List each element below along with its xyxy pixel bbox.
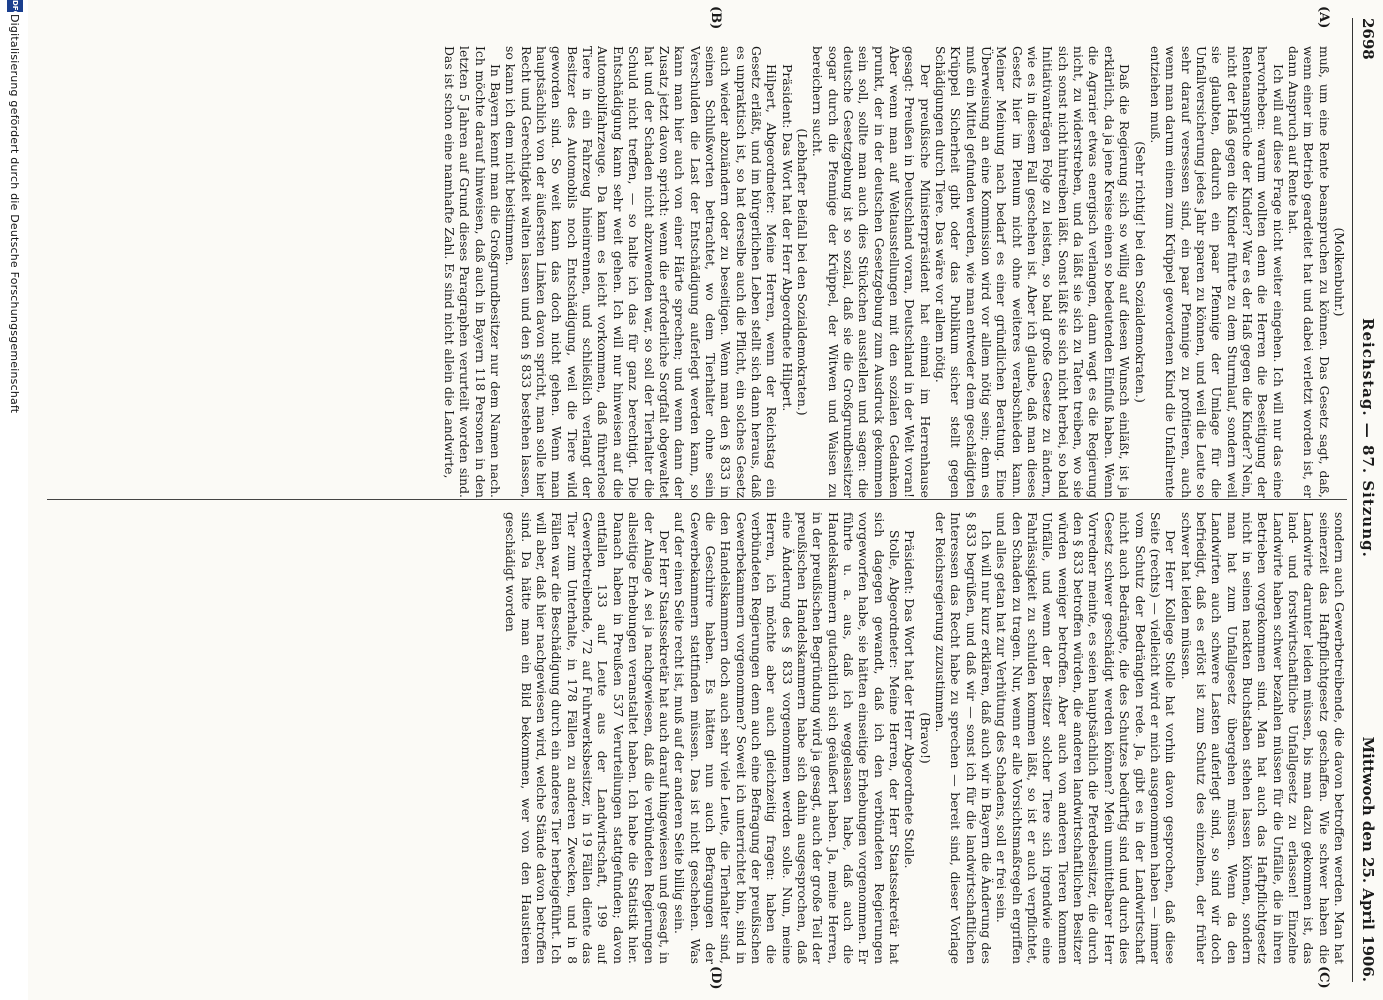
margin-marker-d: (D) [708,966,723,990]
running-title: Reichstag. — 87. Sitzung. [1359,318,1377,558]
margin-marker-b: (B) [708,6,723,30]
president-line: Präsident: Das Wort hat der Herr Abgeordnete Hilpert. [779,64,795,412]
paragraph: Hilpert, Abgeordneter: Meine Herren, wenn der Reichstag ein Gesetz erläßt, und im bürgerlichen Leben stellt sich dann heraus, daß es unpraktisch ist, so hat derselbe auch die Pflicht, ein solches Gesetz auch wieder abzuändern oder zu beseitigen. Wenn man den § 833 in seinen Schlußworten betrachtet, wo dem Tierhalter ohne sein Verschulden die Last der Entschädigung auferlegt werden kann, so kann man hier auch von einer Härte sprechen; und wenn dann der Zusatz jetzt davon spricht: wenn die erforderliche Sorgfalt obgewaltet hat und der Schaden nicht abzuwenden war, so soll der Tierhalter die Schuld nicht treffen, — so halte ich das für ganz berechtigt. Die Entschädigung kann sehr weit gehen. Ich will nur hinweisen auf die Automobilfahrzeuge. Da kann es leicht vorkommen, daß führerlose Tiere in ein Fahrzeug hineinrennen, und schließlich verlangt der Besitzer des Automobils noch Entschädigung, weil die Tiere wild geworden sind. So weit kann das doch nicht gehen. Wenn man hauptsächlich von der äußersten Linken davon spricht, man solle hier Recht und Gerechtigkeit walten lassen und den § 833 bestehen lassen, so kann ich dem nicht beistimmen. [503,46,780,498]
session-date: Mittwoch den 25. April 1906. [1359,736,1377,982]
president-line: Präsident: Das Wort hat der Herr Abgeordnete Stolle. [902,530,918,869]
interjection: (Lebhafter Beifall bei den Sozialdemokraten.) [794,128,810,416]
paragraph: sondern auch Gewerbetreibende, die davon betroffen werden. Man hat seinerzeit das Haftpflichtgesetz geschaffen. Wie schwer haben die Landwirte darunter leiden müssen, bis man dazu gekommen ist, das land- und forstwirtschaftliche Unfallgesetz zu erlassen! Einzelne Landwirte haben schwer bezahlen müssen für die Unfälle, die in ihren Betrieben vorgekommen sind. Man hat auch das Haftpflichtgesetz nicht in seinen nackten Buchstaben stehen lassen können, sondern man hat zum Unfallgesetz übergehen müssen. Wenn da den Landwirten auch schwere Lasten auferlegt sind, so sind wir doch befriedigt, daß es erlöst ist zum Schutz des einzelnen, der früher schwer hat leiden müssen. [1178,512,1347,964]
paragraph: muß, um eine Rente beanspruchen zu können. Das Gesetz sagt, daß, wenn einer im Betrieb geardeitet hat und dabei verletzt worden ist, er dann Anspruch auf Rente hat. [1285,46,1332,498]
paragraph: Ich will nur kurz erklären, daß auch wir in Bayern die Änderung des § 833 begrüßen, und daß wir — sonst ich für die landwirtschaftlichen Interessen das Recht habe zu sprechen — bereit sind, dieser Vorlage der Reichsregierung zuzustimmen. [933,512,995,964]
right-text-column [47,512,1347,964]
interjection: (Bravo!) [917,712,933,764]
margin-marker-c: (C) [1316,966,1331,989]
paragraph: In Bayern kennt man die Großgrundbesitzer nur dem Namen nach. Ich möchte darauf hinweisen, daß auch in Bayern 118 Personen in den letzten 5 Jahren auf Grund dieses Paragraphen verurteilt worden sind. Das ist schon eine namhafte Zahl. Es sind nicht allein die Landwirte, [442,46,504,498]
paragraph: Der Herr Staatssekretär hat auch darauf hingewiesen und gesagt, in der Anlage A sei ja nachgewiesen, daß die verbündeten Regierungen allseitige Erhebungen veranstaltet haben. Ich habe die Statistik hier. Danach haben in Preußen 537 Verurteilungen stattgefunden; davon entfallen 133 auf Leute aus der Landwirtschaft, 199 auf Gewerbetreibende, 72 auf Fuhrwerksbesitzer, in 19 Fällen diente das Tier zum Unterhalte, in 178 Fällen zu anderen Zwecken, und in 8 Fällen war die Beschädigung durch ein anderes Tier herbeigeführt. Ich will aber, daß hier nachgewiesen wird, welche Stände davon betroffen sind. Da hätte man ein Bild bekommen, wer von den Haustieren geschädigt worden [503,512,672,964]
left-text-column [47,46,1347,498]
digitization-credit: Digitalisierung gefördert durch die Deutsche Forschungsgemeinschaft [8,14,21,414]
paragraph: Der preußische Ministerpräsident hat einmal im Herrenhause gesagt: Preußen in Deutschland voran, Deutschland in der Welt voran! Aber wenn man auf Weltausstellungen mit den sozialen Gedanken prunkt, der in der deutschen Gesetzgebung zum Ausdruck gekommen sein soll, sollte man auch dies Stückchen ausstellen und sagen: die deutsche Gesetzgebung ist so sozial, daß sie die Großgrundbesitzer sogar durch die Pfennige der Krüppel, der Witwen und Waisen zu bereichern sucht. [810,46,933,498]
page-header [1355,18,1377,982]
page-number: 2698 [1359,18,1377,60]
speaker-continuation: (Molkenbuhr.) [1332,227,1347,317]
header-rule [1352,18,1353,982]
paragraph: Der Herr Kollege Stolle hat vorhin davon gesprochen, daß diese Seite (rechts) — vielleicht wird er mich ausgenommen haben — immer vom Schutz der Bedrängten rede. Ja, gibt es in der Landwirtschaft nicht auch Bedrängte, die des Schutzes bedürftig sind und durch dies Gesetz schwer geschädigt werden können? Mein unmittelbarer Herr Vorredner meinte, es seien hauptsächlich die Pferdebesitzer, die durch den § 833 betroffen würden, die anderen landwirtschaftlichen Besitzer würden weniger betroffen. Aber auch von anderen Tieren kommen Unfälle, und wenn der Besitzer solcher Tiere sich irgendwie eine Fahrlässigkeit zu schulden kommen läßt, so ist er auch verpflichtet, den Schaden zu tragen. Nur, wenn er alle Vorsichtsmaßregeln ergriffen und alles getan hat zur Verhütung des Schadens, soll er frei sein. [994,512,1179,964]
margin-marker-a: (A) [1316,6,1331,29]
paragraph: Stolle, Abgeordneter: Meine Herren, der Herr Staatssekretär hat sich dagegen gewandt, daß ich den verbündeten Regierungen vorgeworfen habe, sie hätten einseitige Erhebungen vorgenommen. Er führte u. a. aus, daß ich weggelassen habe, daß auch die Handelskammern gutachtlich sich geäußert haben. Ja, meine Herren, in der preußischen Begründung wird ja gesagt, auch der große Teil der preußischen Handelskammern habe sich dahin ausgesprochen, daß eine Änderung des § 833 vorgenommen werden solle. Nun, meine Herren, ich möchte aber auch gleichzeitig fragen: haben die verbündeten Regierungen denn auch eine Befragung der preußischen Gewerbekammern vorgenommen? Soweit ich unterrichtet bin, sind in den Handelskammern doch auch sehr viele Leute, die Tierhalter sind, die Geschirre haben. Es hätten nun auch Befragungen der Gewerbekammern stattfinden müssen. Das ist nicht geschehen. Was auf der einen Seite recht ist, muß auf der anderen Seite billig sein. [672,512,903,964]
paragraph: Daß die Regierung sich so willig auf diesen Wunsch einläßt, ist ja erklärlich, da ja jene Kreise einen so bedeutenden Einfluß haben. Wenn die Agrarier etwas energisch verlangen, dann wagt es die Regierung nicht, zu widerstreben, und da läßt sie sich zu Taten treiben, wo sie sich sonst nicht hintreiben läßt. Sonst läßt sie sich nicht herbei, so bald Initiativanträgen Folge zu leisten, so bald große Gesetze zu ändern, wie es in diesem Fall geschehen ist. Aber ich glaube, daß man dieses Gesetz hier im Plenum nicht ohne weiteres verabschieden kann. Meiner Meinung nach bedarf es einer gründlichen Beratung. Eine Überweisung an eine Kommission wird vor allem nötig sein; denn es muß ein Mittel gefunden werden, wie man entweder dem geschädigten Krüppel Sicherheit gibt oder das Publikum sicher stellt gegen Schädigungen durch Tiere. Das wäre vor allem nötig. [933,46,1133,498]
dfg-logo: DFG [7,0,23,12]
column-divider [47,499,1347,500]
paragraph: Ich will auf diese Frage nicht weiter eingehen. Ich will nur das eine hervorheben: warum wollten denn die Herren die Beseitigung der Rentenansprüche der Kinder? War es der Haß gegen die Kinder? Nein, nicht der Haß gegen die Kinder führte zu dem Sturmlauf, sondern weil sie glaubten, dadurch ein paar Pfennige der Umlage für die Unfallversicherung jedes Jahr sparen zu können, und weil die Leute so sehr darauf versessen sind, ein paar Pfennige zu profitieren, auch wenn man darum einem zum Krüppel gewordenen Kind die Unfallrente entziehen muß. [1147,46,1286,498]
interjection: (Sehr richtig! bei den Sozialdemokraten.) [1132,141,1148,403]
